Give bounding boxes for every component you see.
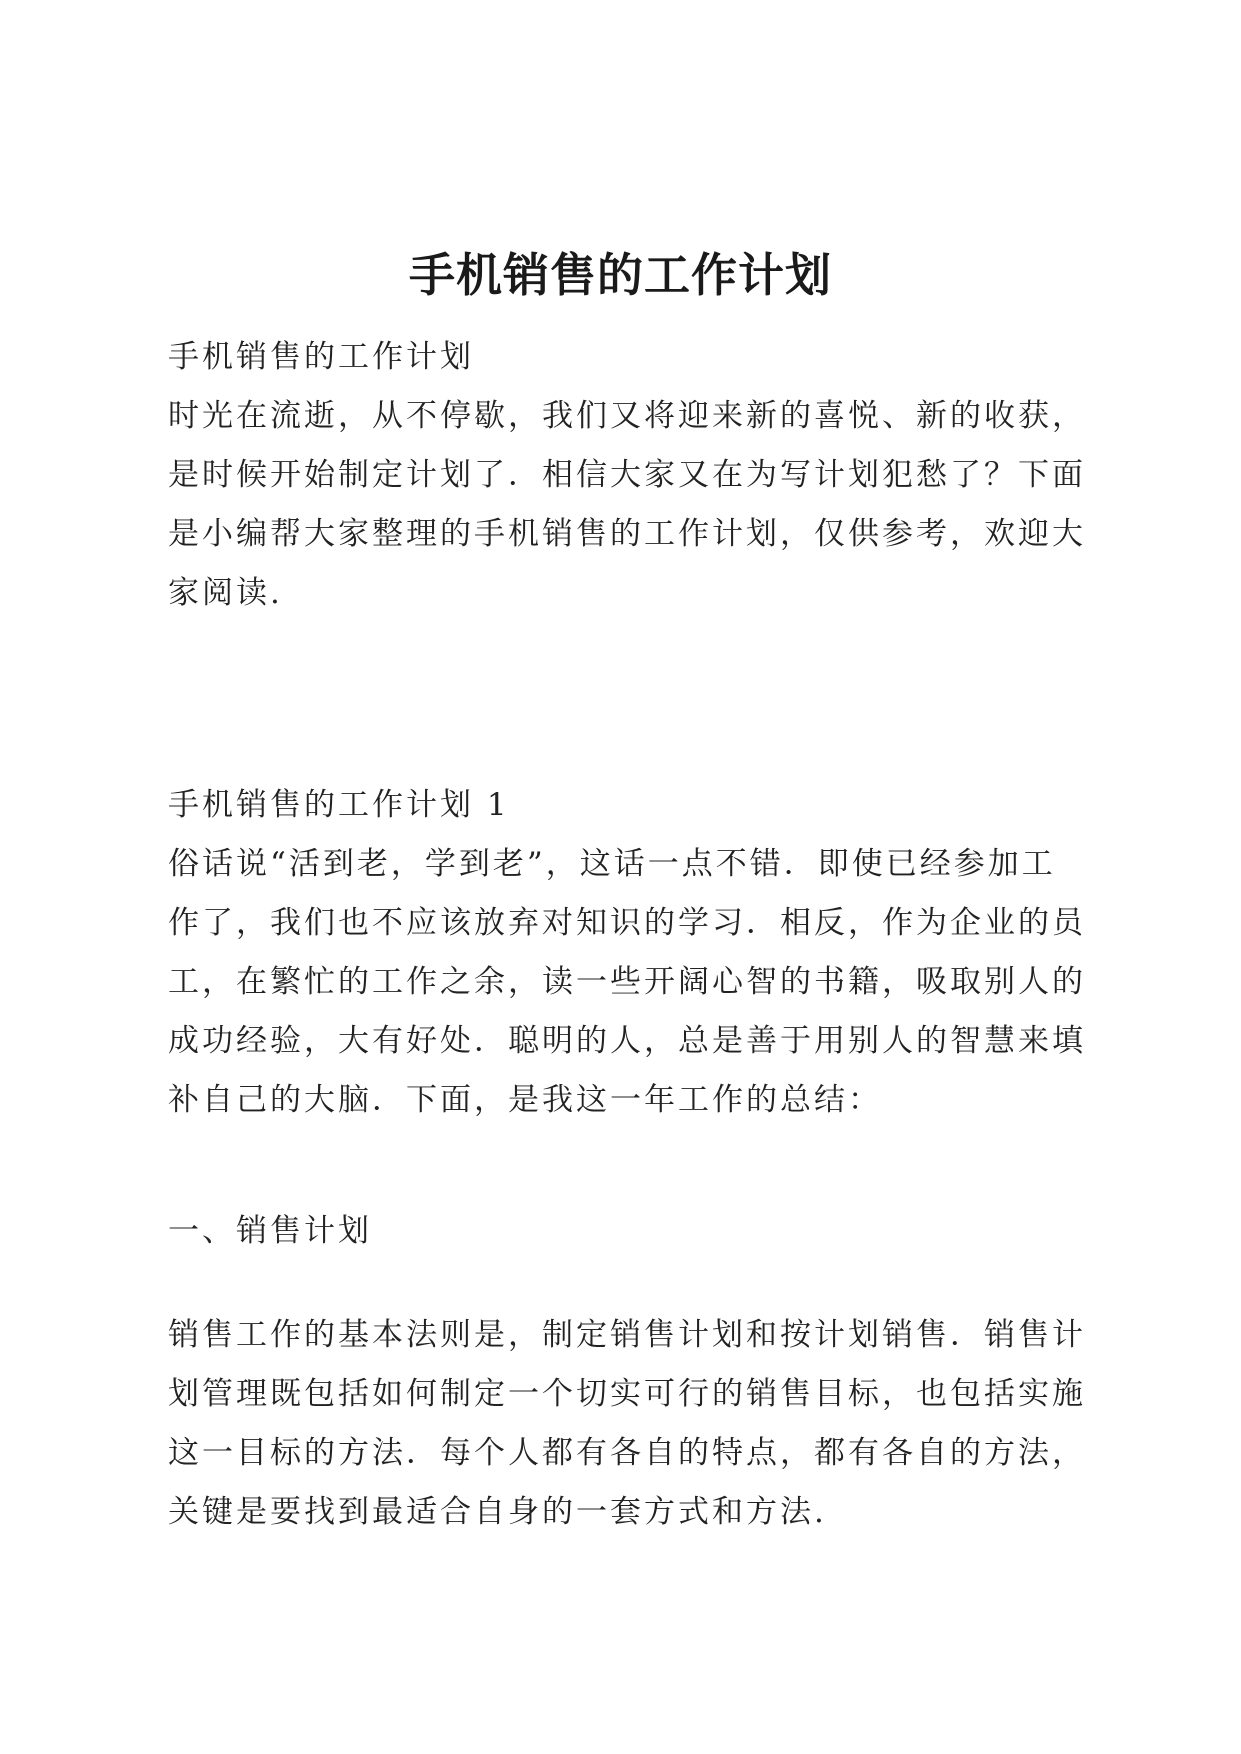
intro-heading: 手机销售的工作计划 <box>168 339 474 375</box>
section1-line: 补自己的大脑．下面，是我这一年工作的总结： <box>168 1082 882 1118</box>
section1-heading: 手机销售的工作计划 1 <box>168 787 510 823</box>
subsection1-block <box>168 1306 1086 1542</box>
intro-block <box>168 328 1086 623</box>
section1-line: 工，在繁忙的工作之余，读一些开阔心智的书籍，吸取别人的 <box>168 964 1086 1000</box>
subsection1-line: 划管理既包括如何制定一个切实可行的销售目标，也包括实施 <box>168 1376 1086 1412</box>
section1-line: 作了，我们也不应该放弃对知识的学习．相反，作为企业的员 <box>168 905 1086 941</box>
subsection1-line: 销售工作的基本法则是，制定销售计划和按计划销售．销售计 <box>168 1317 1086 1353</box>
document-title: 手机销售的工作计划 <box>409 248 832 302</box>
intro-line: 时光在流逝，从不停歇，我们又将迎来新的喜悦、新的收获， <box>168 398 1086 434</box>
subsection1-heading: 一、销售计划 <box>168 1213 372 1249</box>
subsection1-line: 这一目标的方法．每个人都有各自的特点，都有各自的方法， <box>168 1435 1086 1471</box>
intro-line: 是时候开始制定计划了．相信大家又在为写计划犯愁了？下面 <box>168 457 1086 493</box>
section1-line: 成功经验，大有好处．聪明的人，总是善于用别人的智慧来填 <box>168 1023 1086 1059</box>
subsection1-line: 关键是要找到最适合自身的一套方式和方法. <box>168 1494 827 1530</box>
intro-line: 是小编帮大家整理的手机销售的工作计划，仅供参考，欢迎大 <box>168 516 1086 552</box>
section1-block <box>168 776 1086 1130</box>
subsection1-heading-block <box>168 1202 1068 1261</box>
section1-line: 俗话说“活到老，学到老”，这话一点不错．即使已经参加工 <box>168 846 1056 882</box>
intro-line: 家阅读. <box>168 575 283 611</box>
